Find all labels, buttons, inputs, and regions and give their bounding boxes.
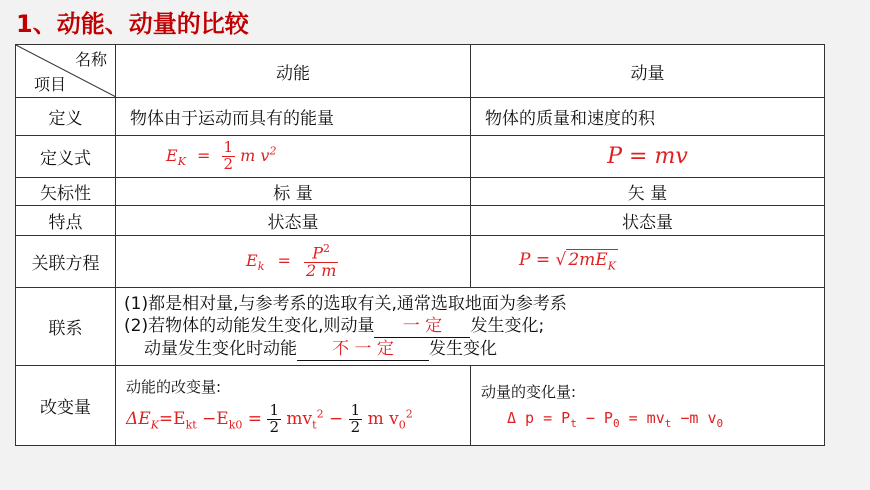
table-row-feature <box>16 206 825 236</box>
formula-kinetic <box>116 136 471 178</box>
table-row-vector <box>16 178 825 206</box>
corner-top-label: 名称 <box>74 50 107 69</box>
link-line-3: 动量发生变化时动能 不 一 定 发生变化 <box>144 338 497 359</box>
formula-ek-num: 1 <box>223 138 234 157</box>
formula-ek-den: 2 <box>223 155 234 173</box>
relation-ek-den: 2 m <box>305 261 337 281</box>
change-kinetic-formula: $\Delta E_K=E_{kt} -E_{k0}$ = $\frac{1}{2}$ $mv_t^2$ − $\frac{1}{2}$ m $v_0^2$ <box>126 400 413 436</box>
link-blank-2: 不 一 定 <box>297 338 429 361</box>
table-row-formula <box>16 136 825 178</box>
corner-header-cell <box>16 45 116 98</box>
change-momentum-label: 动量的变化量: <box>481 383 577 401</box>
row-label-formula: 定义式 <box>16 136 116 178</box>
row-label-feature: 特点 <box>16 206 116 236</box>
row-label-vector: 矢标性 <box>16 178 116 206</box>
formula-momentum <box>471 136 825 178</box>
page-title: 1、动能、动量的比较 <box>16 10 249 38</box>
col-header-momentum: 动量 <box>471 45 825 98</box>
row-label-link: 联系 <box>16 288 116 366</box>
relation-p-radicand: 2mE <box>568 250 608 271</box>
definition-kinetic: 物体由于运动而具有的能量 <box>116 98 471 136</box>
formula-ek-rest: m v <box>240 146 270 165</box>
table-header-row <box>16 45 825 98</box>
relation-p-sub: K <box>607 259 616 273</box>
table-row-definition <box>16 98 825 136</box>
formula-ek-eq: = <box>197 146 211 165</box>
change-momentum-formula: Δ $p = P_t - P_0 = mv_t -m$ $v_0$ <box>507 409 724 430</box>
formula-p: P = mv <box>607 144 688 169</box>
link-blank-1: 一 定 <box>374 315 470 338</box>
relation-kinetic <box>116 236 471 288</box>
relation-ek-eq: = <box>277 251 291 270</box>
relation-ek-sub: k <box>257 260 265 274</box>
table-row-relation <box>16 236 825 288</box>
feature-kinetic: 状态量 <box>116 206 471 236</box>
row-label-relation: 关联方程 <box>16 236 116 288</box>
table-row-link <box>16 288 825 366</box>
relation-momentum <box>471 236 825 288</box>
feature-momentum: 状态量 <box>471 206 825 236</box>
formula-ek-sup: 2 <box>269 144 277 158</box>
row-label-definition: 定义 <box>16 98 116 136</box>
link-line-2: (2)若物体的动能发生变化,则动量 一 定 发生变化; <box>124 315 545 336</box>
sqrt-symbol: √ <box>555 250 567 271</box>
table-row-change <box>16 366 825 446</box>
corner-bottom-label: 项目 <box>34 75 67 94</box>
relation-ek-lhs: E <box>246 251 258 270</box>
change-kinetic <box>116 366 471 446</box>
definition-momentum: 物体的质量和速度的积 <box>471 98 825 136</box>
relation-p-lhs: P = <box>519 250 551 271</box>
formula-ek-sub: K <box>177 155 186 169</box>
relation-ek-num-sup: 2 <box>323 242 331 256</box>
vector-momentum: 矢 量 <box>471 178 825 206</box>
change-kinetic-label: 动能的改变量: <box>126 377 222 396</box>
row-label-change: 改变量 <box>16 366 116 446</box>
link-line-1: (1)都是相对量,与参考系的选取有关,通常选取地面为参考系 <box>124 293 567 314</box>
relation-ek-num: P <box>312 243 324 263</box>
link-content <box>116 288 825 366</box>
comparison-table <box>15 44 825 446</box>
col-header-kinetic: 动能 <box>116 45 471 98</box>
vector-kinetic: 标 量 <box>116 178 471 206</box>
change-momentum <box>471 366 825 446</box>
formula-ek-lhs: E <box>166 146 178 165</box>
